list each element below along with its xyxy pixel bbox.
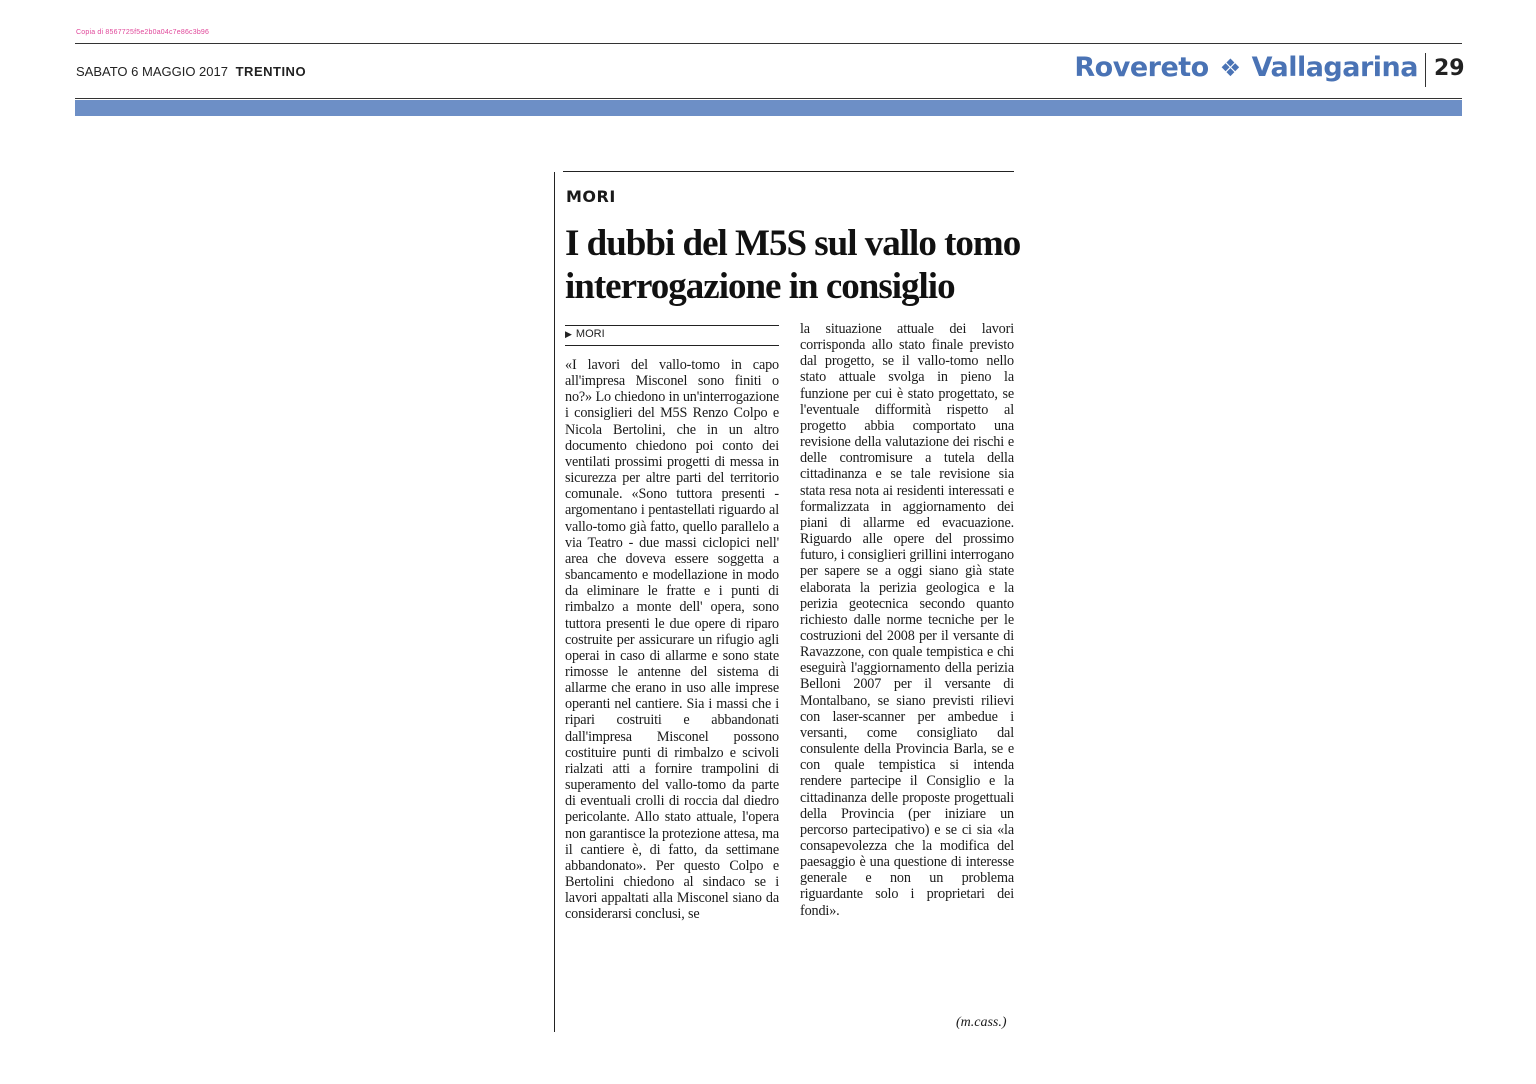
page-number-divider (1425, 53, 1426, 87)
byline (565, 328, 605, 340)
byline-location: MORI (575, 328, 605, 340)
copy-note: Copia di 8567725f5e2b0a04c7e86c3b96 (76, 29, 210, 36)
section-title (1074, 52, 1418, 83)
byline-bottom-rule (565, 345, 779, 346)
headline-line-1: I dubbi del M5S sul vallo tomo (565, 223, 1021, 264)
headline-line-2: interrogazione in consiglio (565, 266, 955, 307)
header-bottom-rule (75, 98, 1462, 99)
byline-top-rule (565, 325, 779, 326)
article-column-2: la situazione attuale dei lavori corrisponda allo stato finale previsto dal progetto, se il vallo-tomo nello stato attuale svolga in pieno la funzione per cui è stato progettato, se l'eventuale difformità rispetto al progetto abbia comportato una revisione della valutazione dei rischi e delle contromisure a tutela della cittadinanza e se tale revisione sia stata resa nota ai residenti interessati e formalizzata in aggiornamento dei piani di allarme ed evacuazione. Riguardo alle opere del prossimo futuro, i consiglieri grillini interrogano per sapere se a oggi siano già state elaborata la perizia geologica e la perizia geotecnica secondo quanto richiesto dalle norme tecniche per le costruzioni del 2008 per il versante di Ravazzone, con quale tempistica e chi eseguirà l'aggiornamento della perizia Belloni 2007 per il versante di Montalbano, se siano previsti rilievi con laser-scanner per ambedue i versanti, come consigliato dal consulente della Provincia Barla, se e con quale tempistica si intenda rendere partecipe il Consiglio e la cittadinanza delle proposte progettuali della Provincia (per iniziare un percorso partecipativo) e se ci sia «la consapevolezza che la modifica del paesaggio è una questione di interesse generale e non un problema riguardante solo i proprietari dei fondi». (800, 321, 1014, 919)
diamond-separator-icon: ❖ (1219, 54, 1241, 82)
article-column-1: «I lavori del vallo-tomo in capo all'impresa Misconel sono finiti o no?» Lo chiedono in un'interrogazione i consiglieri del M5S Renzo Colpo e Nicola Bertolini, che in un altro documento chiedono poi conto dei ventilati prossimi progetti di messa in sicurezza per altre parti del territorio comunale. «Sono tuttora presenti - argomentano i pentastellati riguardo al vallo-tomo già fatto, quello parallelo a via Teatro - due massi ciclopici nell' area che doveva essere soggetta a sbancamento e modellazione in modo da eliminare le fratte e i punti di rimbalzo a monte dell' opera, sono tuttora presenti le due opere di riparo costruite per assicurare un rifugio agli operai in caso di allarme e sono state rimosse le antenne del sistema di allarme che erano in uso alle imprese operanti nel cantiere. Sia i massi che i ripari costruiti e abbandonati dall'impresa Misconel possono costituire punti di rimbalzo e scivoli rialzati atti a fornire trampolini di superamento del vallo-tomo da parte di eventuali crolli di roccia dal diedro pericolante. Allo stato attuale, l'opera non garantisce la protezione attesa, ma il cantiere è, di fatto, da settimane abbandonato». Per questo Colpo e Bertolini chiedono al sindaco se i lavori appaltati alla Misconel siano da considerarsi conclusi, se (565, 357, 779, 923)
page-number: 29 (1434, 56, 1465, 81)
author-signature: (m.cass.) (956, 1015, 1007, 1030)
section-right: Vallagarina (1251, 52, 1418, 83)
article-left-rule (554, 172, 555, 1032)
publication-name: TRENTINO (235, 64, 307, 79)
dateline (76, 64, 306, 79)
issue-date: SABATO 6 MAGGIO 2017 (76, 64, 228, 79)
article-kicker: MORI (566, 187, 616, 206)
section-color-band (75, 100, 1462, 116)
section-left: Rovereto (1074, 52, 1209, 83)
header-top-rule (75, 43, 1462, 44)
article-top-rule (563, 171, 1014, 172)
article-headline (565, 222, 1025, 308)
byline-triangle-icon: ▶ (565, 329, 572, 339)
